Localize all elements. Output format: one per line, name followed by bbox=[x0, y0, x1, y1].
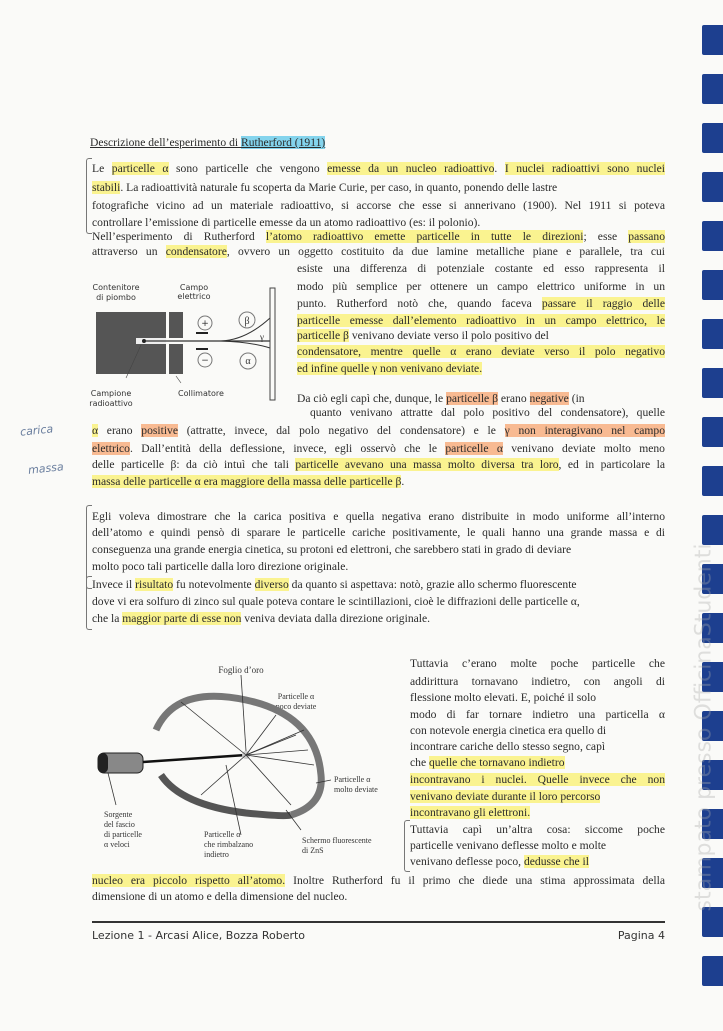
highlighted-text: condensatore, mentre quelle α erano deviate verso il polo negativo bbox=[297, 345, 665, 358]
text-segment: conseguenza una grande energia cinetica, su protoni ed elettroni, che sarebbero stati in grado di deviare bbox=[92, 543, 572, 556]
binder-tab bbox=[702, 25, 723, 55]
margin-bracket bbox=[86, 158, 92, 234]
svg-text:Particelle α: Particelle α bbox=[204, 830, 241, 839]
text-segment: dimensione di un atomo e della dimensione del nucleo. bbox=[92, 890, 348, 903]
text-line bbox=[410, 656, 665, 671]
text-line bbox=[410, 739, 605, 754]
text-line bbox=[92, 244, 665, 259]
text-segment: Da ciò egli capì che, dunque, le bbox=[297, 392, 447, 405]
svg-text:indietro: indietro bbox=[204, 850, 229, 859]
margin-note-massa: massa bbox=[27, 460, 65, 477]
text-line bbox=[410, 854, 589, 869]
highlighted-text: negative bbox=[529, 392, 569, 405]
highlighted-text: particelle emesse dall’elemento radioattivo in un campo elettrico, le bbox=[297, 314, 665, 327]
text-line bbox=[297, 261, 665, 276]
svg-text:α veloci: α veloci bbox=[104, 840, 130, 849]
text-segment: con notevole energia cinetica era quello di bbox=[410, 724, 607, 737]
text-segment: . bbox=[401, 475, 405, 488]
text-segment: fotografiche vicino ad un materiale radioattivo, si accorse che esse si annerivano (1900). Nel 1911 si poteva bbox=[92, 199, 665, 212]
text-segment: addirittura tornavano indietro, con angoli di bbox=[410, 675, 665, 688]
text-segment: , ed in particolare la bbox=[558, 458, 665, 471]
sample bbox=[142, 339, 146, 343]
text-segment: (attratte, invece, dal polo negativo del condensatore) e le bbox=[177, 424, 505, 437]
label-container: Contenitore bbox=[92, 283, 140, 292]
text-segment: . La radioattività naturale fu scoperta da Marie Curie, per caso, in quanto, ponendo delle lastre bbox=[120, 181, 558, 194]
text-line bbox=[297, 344, 665, 359]
highlighted-text: condensatore bbox=[165, 245, 227, 258]
text-line bbox=[92, 180, 557, 195]
svg-text:Particelle α: Particelle α bbox=[334, 775, 371, 784]
highlighted-text: emesse da un nucleo radioattivo bbox=[327, 162, 495, 175]
svg-text:Sorgente: Sorgente bbox=[104, 810, 133, 819]
label-field: Campo bbox=[179, 283, 209, 292]
text-line bbox=[410, 707, 665, 722]
text-segment: (in bbox=[568, 392, 585, 405]
text-line bbox=[410, 822, 665, 837]
highlighted-text: incontravano i nuclei. Quelle invece che non bbox=[410, 773, 665, 786]
text-segment: Egli voleva dimostrare che la carica positiva e quella negativa erano distribuite in modo uniforme all’interno bbox=[92, 510, 665, 523]
text-line bbox=[410, 838, 606, 853]
text-segment: Tuttavia capì un’altra cosa: siccome poche bbox=[410, 823, 665, 836]
binder-tab bbox=[702, 123, 723, 153]
label-collimator: Collimatore bbox=[178, 389, 224, 398]
text-line bbox=[297, 361, 482, 376]
text-line bbox=[410, 755, 565, 770]
highlighted-text: positive bbox=[141, 424, 178, 437]
highlighted-text: particelle avevano una massa molto diversa tra loro bbox=[295, 458, 559, 471]
svg-text:−: − bbox=[201, 356, 209, 366]
text-segment: , ovvero un oggetto costituito da due lamine metalliche piane e parallele, tra cui bbox=[226, 245, 665, 258]
svg-text:+: + bbox=[201, 319, 209, 329]
binder-tab bbox=[702, 172, 723, 202]
text-line bbox=[92, 542, 571, 557]
highlighted-text: quelle che tornavano indietro bbox=[429, 756, 565, 769]
svg-text:Schermo fluorescente: Schermo fluorescente bbox=[302, 836, 372, 845]
text-segment: . Dall’entità della deflessione, invece, egli osservò che le bbox=[129, 442, 446, 455]
text-line bbox=[92, 457, 665, 472]
highlighted-text: α bbox=[92, 424, 99, 437]
text-line bbox=[92, 594, 580, 609]
highlighted-text: passano bbox=[628, 230, 665, 243]
text-segment: venivano deflesse poco, bbox=[410, 855, 524, 868]
highlighted-text: I nuclei radioattivi sono nuclei bbox=[504, 162, 665, 175]
text-segment: Invece il bbox=[92, 578, 136, 591]
text-line bbox=[92, 559, 348, 574]
highlighted-text: dedusse che il bbox=[523, 855, 590, 868]
text-line bbox=[297, 296, 665, 311]
text-segment: Le bbox=[92, 162, 112, 175]
beam bbox=[143, 755, 246, 762]
text-line bbox=[92, 198, 665, 213]
figure-electric-field bbox=[86, 278, 291, 413]
svg-text:molto deviate: molto deviate bbox=[334, 785, 378, 794]
highlighted-text: diverso bbox=[254, 578, 289, 591]
text-line bbox=[92, 215, 480, 230]
text-segment: fu notevolmente bbox=[173, 578, 255, 591]
binder-tab bbox=[702, 74, 723, 104]
binder-tab bbox=[702, 319, 723, 349]
highlighted-text: ed infine quelle γ non venivano deviate. bbox=[297, 362, 483, 375]
text-line bbox=[297, 328, 549, 343]
text-line bbox=[410, 690, 596, 705]
binder-tab bbox=[702, 270, 723, 300]
binder-tab bbox=[702, 515, 723, 545]
highlighted-text: massa delle particelle α era maggiore della massa delle particelle β bbox=[92, 475, 402, 488]
text-segment: delle particelle β: da ciò intuì che tali bbox=[92, 458, 296, 471]
text-segment: dove vi era solfuro di zinco sul quale poteva contare le scintillazioni, cioè le diffrazioni delle particelle α, bbox=[92, 595, 580, 608]
screen bbox=[270, 288, 275, 400]
highlighted-text: particelle β bbox=[446, 392, 498, 405]
svg-text:α: α bbox=[245, 356, 251, 367]
text-segment: particelle venivano deflesse molto e molte bbox=[410, 839, 607, 852]
highlighted-text: Rutherford (1911) bbox=[241, 136, 326, 149]
label-sample-2: radioattivo bbox=[89, 399, 133, 408]
text-line bbox=[92, 611, 430, 626]
text-segment: venivano deviate molto meno bbox=[502, 442, 665, 455]
text-line bbox=[92, 441, 665, 456]
text-segment: Tuttavia c’erano molte poche particelle che bbox=[410, 657, 665, 670]
text-line bbox=[297, 279, 665, 294]
text-line bbox=[92, 577, 577, 592]
svg-text:β: β bbox=[244, 316, 250, 327]
text-line bbox=[410, 789, 600, 804]
svg-text:del fascio: del fascio bbox=[104, 820, 135, 829]
text-segment: ; esse bbox=[583, 230, 629, 243]
text-segment: flessione molto elevati. E, poiché il solo bbox=[410, 691, 597, 704]
watermark: stampato presso OfficinaStudenti bbox=[691, 543, 717, 912]
figure-gold-foil bbox=[86, 655, 406, 865]
text-segment: sono particelle che vengono bbox=[168, 162, 328, 175]
collimator-bottom bbox=[169, 344, 183, 374]
text-segment: molto poco tali particelle dalla loro direzione originale. bbox=[92, 560, 349, 573]
text-line bbox=[410, 674, 665, 689]
text-segment: attraverso un bbox=[92, 245, 166, 258]
highlighted-text: elettrico bbox=[92, 442, 130, 455]
binder-tab bbox=[702, 368, 723, 398]
text-segment: erano bbox=[98, 424, 142, 437]
text-line bbox=[92, 423, 665, 438]
text-segment: incontrare cariche dello stesso segno, capì bbox=[410, 740, 606, 753]
zns-screen-front bbox=[161, 775, 291, 816]
collimator-top bbox=[169, 312, 183, 338]
text-segment: Inoltre Rutherford fu il primo che diede una stima approssimata della bbox=[285, 874, 665, 887]
binder-tab bbox=[702, 466, 723, 496]
text-segment: dell’atomo e quindi pensò di sparare le particelle cariche positivamente, le quali hanno una grande massa e di bbox=[92, 526, 665, 539]
text-line bbox=[310, 405, 665, 420]
text-line bbox=[410, 772, 665, 787]
highlighted-text: venivano deviate durante il loro percorso bbox=[410, 790, 601, 803]
text-segment: Descrizione dell’esperimento di bbox=[90, 136, 241, 149]
svg-text:γ: γ bbox=[260, 332, 264, 342]
label-field-2: elettrico bbox=[177, 292, 211, 301]
text-segment: veniva deviata dalla direzione originale. bbox=[241, 612, 431, 625]
text-segment: controllare l’emissione di particelle emesse da un atomo radioattivo (es: il polonio). bbox=[92, 216, 481, 229]
text-segment: modo più semplice per ottenere un campo elettrico uniforme in un bbox=[297, 280, 665, 293]
footer-authors: Lezione 1 - Arcasi Alice, Bozza Roberto bbox=[92, 929, 306, 942]
margin-note-carica: carica bbox=[19, 422, 54, 439]
highlighted-text: particelle β bbox=[297, 329, 349, 342]
highlighted-text: particelle α bbox=[445, 442, 503, 455]
text-segment: esiste una differenza di potenziale costante ed esso rappresenta il bbox=[297, 262, 665, 275]
binder-tab bbox=[702, 417, 723, 447]
text-segment: che la bbox=[92, 612, 123, 625]
text-line bbox=[92, 509, 665, 524]
highlighted-text: l’atomo radioattivo emette particelle in tutte le direzioni bbox=[265, 230, 584, 243]
svg-text:che rimbalzano: che rimbalzano bbox=[204, 840, 254, 849]
text-segment: da quanto si aspettava: notò, grazie allo schermo fluorescente bbox=[288, 578, 577, 591]
highlighted-text: passare il raggio delle bbox=[541, 297, 665, 310]
text-segment: punto. Rutherford notò che, quando faceva bbox=[297, 297, 542, 310]
text-line bbox=[92, 525, 665, 540]
footer-rule bbox=[92, 921, 665, 923]
alpha-path bbox=[221, 341, 270, 348]
svg-text:di ZnS: di ZnS bbox=[302, 846, 324, 855]
text-segment: venivano deviate verso il polo positivo del bbox=[348, 329, 549, 342]
text-line bbox=[92, 161, 665, 176]
highlighted-text: stabili bbox=[92, 181, 121, 194]
text-line bbox=[92, 229, 665, 244]
text-segment: quanto venivano attratte dal polo positivo del condensatore), quelle bbox=[310, 406, 665, 419]
text-line bbox=[410, 723, 606, 738]
text-segment: . bbox=[494, 162, 505, 175]
svg-text:poco deviate: poco deviate bbox=[275, 702, 317, 711]
highlighted-text: particelle α bbox=[111, 162, 169, 175]
highlighted-text: γ non interagivano nel campo bbox=[504, 424, 665, 437]
label-sample: Campione bbox=[90, 389, 132, 398]
highlighted-text: maggior parte di esse non bbox=[122, 612, 242, 625]
highlighted-text: risultato bbox=[135, 578, 174, 591]
text-line bbox=[297, 313, 665, 328]
section-title bbox=[90, 135, 325, 150]
text-line bbox=[92, 474, 404, 489]
text-line bbox=[410, 805, 530, 820]
highlighted-text: incontravano gli elettroni. bbox=[410, 806, 531, 819]
text-segment: erano bbox=[498, 392, 530, 405]
highlighted-text: nucleo era piccolo rispetto all’atomo. bbox=[92, 874, 286, 887]
text-line bbox=[92, 889, 347, 904]
text-segment: che bbox=[410, 756, 429, 769]
label-container-2: di piombo bbox=[96, 293, 136, 302]
binder-tab bbox=[702, 956, 723, 986]
svg-text:Particelle α: Particelle α bbox=[277, 692, 315, 701]
label-gold-foil: Foglio d’oro bbox=[218, 665, 264, 675]
binder-tab bbox=[702, 221, 723, 251]
text-line bbox=[92, 873, 665, 888]
text-segment: modo di far tornare indietro una particella α bbox=[410, 708, 665, 721]
footer-page-number: Pagina 4 bbox=[617, 929, 665, 942]
text-segment: Nell’esperimento di Rutherford bbox=[92, 230, 266, 243]
binder-tab bbox=[702, 907, 723, 937]
text-line bbox=[297, 391, 585, 406]
svg-text:di particelle: di particelle bbox=[104, 830, 142, 839]
margin-bracket bbox=[86, 576, 92, 630]
